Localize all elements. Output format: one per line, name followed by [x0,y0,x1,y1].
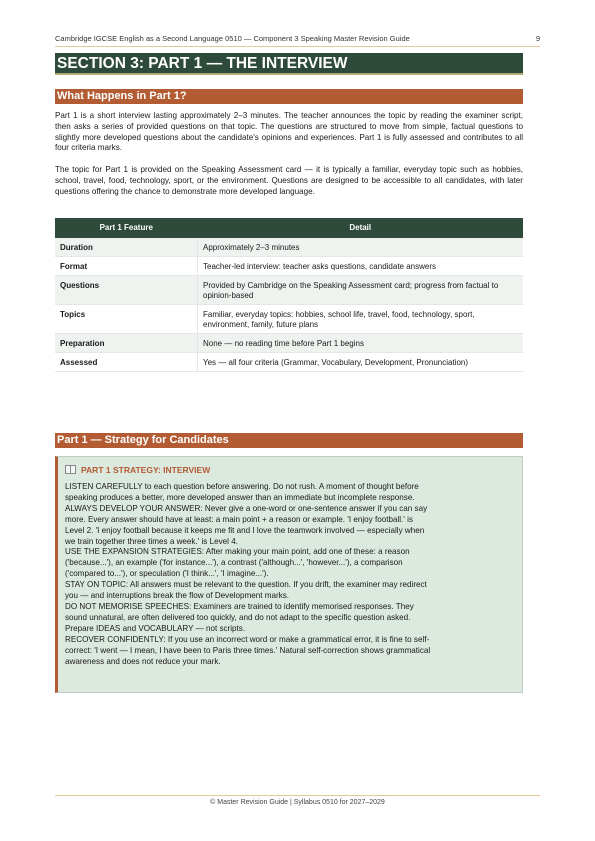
strategy-line: you — and interruptions break the flow of Development marks. [65,591,290,601]
book-icon [65,465,76,474]
feature-cell: Preparation [55,334,198,353]
strategy-line: DO NOT MEMORISE SPEECHES: Examiners are trained to identify memorised responses. They [65,601,414,611]
detail-cell: None — no reading time before Part 1 begins [198,334,524,353]
feature-cell: Format [55,257,198,276]
table-row [55,305,523,334]
strategy-heading: Part 1 — Strategy for Candidates [55,433,523,448]
detail-cell: Approximately 2–3 minutes [198,238,524,257]
detail-cell: Familiar, everyday topics: hobbies, school life, travel, food, technology, sport, environment, family, future plans [198,305,524,334]
strategy-callout-box [55,456,523,693]
strategy-line: sound unnatural, are often delivered too quickly, and do not adapt to the specific question asked. [65,612,411,622]
strategy-box-title: PART 1 STRATEGY: INTERVIEW [81,465,211,475]
section-title: SECTION 3: PART 1 — THE INTERVIEW [55,53,523,75]
feature-cell: Questions [55,276,198,305]
strategy-line: ('compared to...'), or speculation ('I think...', 'I imagine...'). [65,569,269,579]
strategy-line: Level 2. 'I enjoy football because it keeps me fit and I love the teamwork involved — especially when [65,525,425,535]
detail-cell: Yes — all four criteria (Grammar, Vocabulary, Development, Pronunciation) [198,353,524,372]
strategy-box-title-row [65,465,210,475]
strategy-line: we train together three times a week.' is Level 4. [65,536,238,546]
feature-cell: Topics [55,305,198,334]
page-number: 9 [535,34,540,43]
intro-paragraph-2: The topic for Part 1 is provided on the Speaking Assessment card — it is typically a familiar, everyday topic such as hobbies, school, travel, food, technology, sport, or the environment. Questions are designed to be accessible to all candidates, with later questions offering the chance to demonstrate more developed language. [55,165,523,196]
part1-feature-table [55,218,523,372]
strategy-line: RECOVER CONFIDENTLY: If you use an incorrect word or make a grammatical error, it is fine to self- [65,634,430,644]
page-header [55,34,540,47]
strategy-line: LISTEN CAREFULLY to each question before answering. Do not rush. A moment of thought before [65,482,419,491]
strategy-line: ALWAYS DEVELOP YOUR ANSWER: Never give a one-word or one-sentence answer if you can say [65,503,428,513]
strategy-text [65,482,514,667]
table-row [55,353,523,372]
detail-cell: Provided by Cambridge on the Speaking Assessment card; progress from factual to opinion-based [198,276,524,305]
strategy-line: Prepare IDEAS and VOCABULARY — not scripts. [65,623,246,633]
table-row [55,257,523,276]
strategy-line: STAY ON TOPIC: All answers must be relevant to the question. If you drift, the examiner may redirect [65,580,427,590]
strategy-line: more. Every answer should have at least: a main point + a reason or example. 'I enjoy football.' is [65,514,413,524]
page-footer: © Master Revision Guide | Syllabus 0510 for 2027–2029 [55,795,540,806]
table-row [55,276,523,305]
strategy-line: awareness and does not reduce your mark. [65,656,221,666]
what-happens-heading: What Happens in Part 1? [55,89,523,104]
strategy-line: correct: 'I went — I mean, I have been to Paris three times.' Natural self-correction shows grammatical [65,645,431,655]
strategy-line: speaking produces a better, more developed answer than an immediate but incomplete response. [65,492,415,502]
column-header-detail: Detail [198,218,524,238]
detail-cell: Teacher-led interview: teacher asks questions, candidate answers [198,257,524,276]
feature-cell: Duration [55,238,198,257]
table-header-row [55,218,523,238]
feature-cell: Assessed [55,353,198,372]
strategy-line: USE THE EXPANSION STRATEGIES: After making your main point, add one of these: a reason [65,547,410,557]
header-title: Cambridge IGCSE English as a Second Language 0510 — Component 3 Speaking Master Revision Guide [55,34,410,43]
strategy-line: ('because...'), an example ('for instance...'), a contrast ('although...', 'however...'), a comparison [65,558,403,568]
intro-paragraph-1: Part 1 is a short interview lasting approximately 2–3 minutes. The teacher announces the topic by reading the examiner script, then asks a series of provided questions on that topic. The questions are structured to move from simple, factual questions to slightly more developed questions about the candidate's opinions and experiences. Part 1 is fully assessed and contributes to all four criteria marks. [55,111,523,153]
column-header-feature: Part 1 Feature [55,218,198,238]
table-row [55,238,523,257]
table-row [55,334,523,353]
